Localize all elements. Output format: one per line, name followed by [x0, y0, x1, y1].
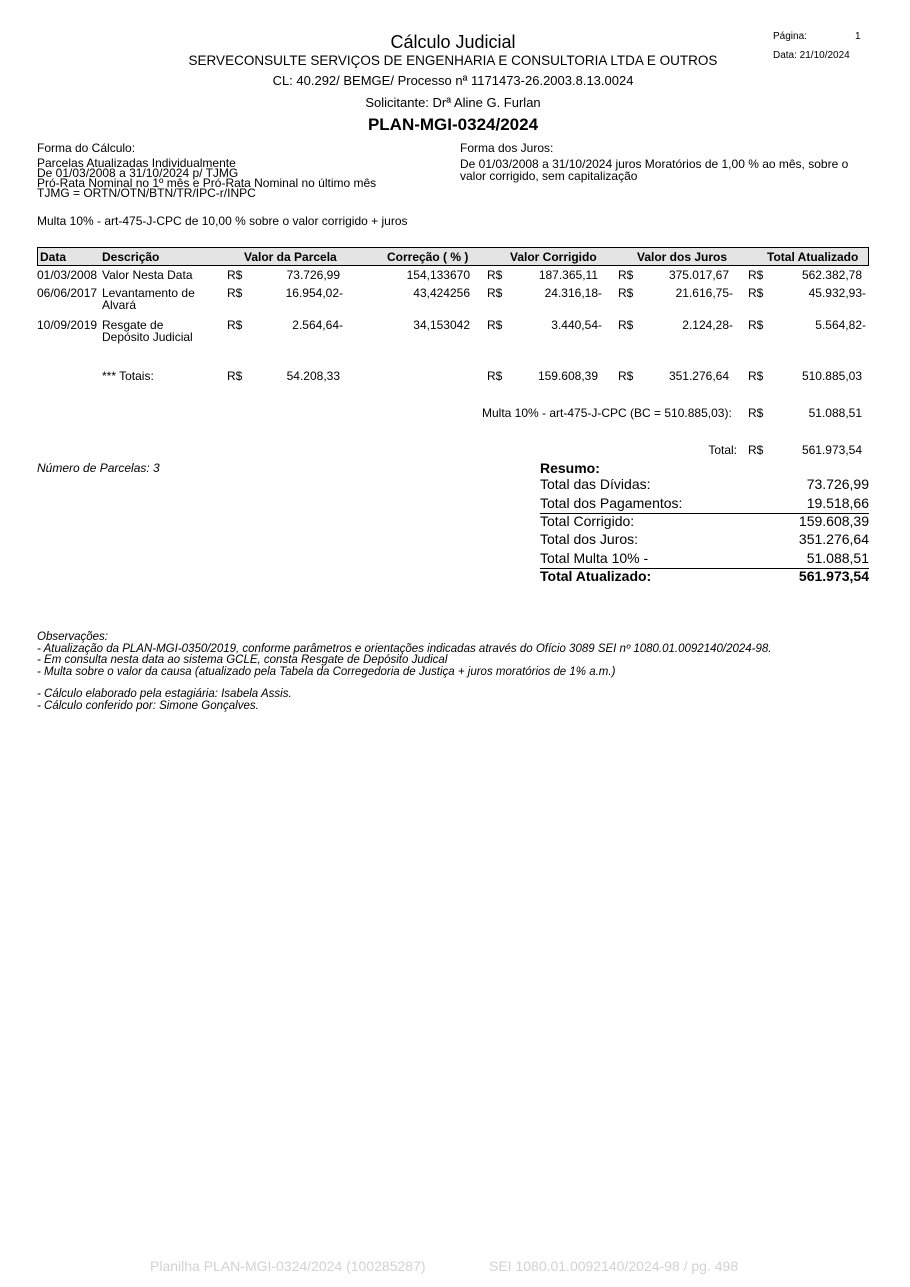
row-description-cont: Alvará	[102, 298, 137, 312]
totals-label: *** Totais:	[102, 369, 154, 383]
row-date: 10/09/2019	[37, 318, 98, 332]
company-name: SERVECONSULTE SERVIÇOS DE ENGENHARIA E CONSULTORIA LTDA E OUTROS	[188, 53, 718, 68]
currency-label: R$	[618, 369, 634, 383]
summary-row	[540, 550, 869, 569]
summary-row	[540, 531, 869, 549]
summary-value: 351.276,64	[798, 531, 869, 547]
footer-plan: Planilha PLAN-MGI-0324/2024 (100285287)	[150, 1258, 426, 1274]
col-header-correction: Correção ( % )	[387, 250, 469, 264]
currency-label: R$	[748, 318, 764, 332]
observations	[37, 632, 771, 712]
currency-label: R$	[618, 268, 634, 282]
summary-value: 51.088,51	[806, 550, 869, 566]
currency-label: R$	[487, 268, 503, 282]
row-interest: 21.616,75-	[675, 286, 733, 300]
document-title: Cálculo Judicial	[390, 32, 516, 52]
summary-label: Total Multa 10% -	[540, 550, 649, 566]
summary-label: Total dos Pagamentos:	[540, 495, 683, 511]
currency-label: R$	[748, 268, 764, 282]
row-description: Levantamento de	[102, 286, 195, 300]
table-header	[37, 247, 869, 266]
row-corrected: 3.440,54-	[551, 318, 602, 332]
col-header-total: Total Atualizado	[767, 250, 859, 264]
col-header-corrected: Valor Corrigido	[510, 250, 597, 264]
summary-value: 19.518,66	[806, 495, 869, 511]
row-installment: 16.954,02-	[285, 286, 343, 300]
interest-form-line: valor corrigido, sem capitalização	[460, 169, 638, 183]
summary-row	[540, 476, 869, 494]
calc-form-line: Parcelas Atualizadas Individualmente	[37, 156, 236, 170]
currency-label: R$	[487, 286, 503, 300]
currency-label: R$	[748, 286, 764, 300]
row-installment: 2.564,64-	[292, 318, 343, 332]
calc-form-fine: Multa 10% - art-475-J-CPC de 10,00 % sobre o valor corrigido + juros	[37, 214, 408, 228]
page-number: 1	[855, 31, 861, 42]
summary-value: 561.973,54	[798, 568, 869, 584]
credit-line: - Cálculo elaborado pela estagiária: Isabela Assis.	[37, 688, 292, 700]
plan-id: PLAN-MGI-0324/2024	[367, 115, 539, 134]
currency-label: R$	[227, 268, 243, 282]
calc-form-line: TJMG = ORTN/OTN/BTN/TR/IPC-r/INPC	[37, 186, 256, 200]
row-correction: 34,153042	[413, 318, 470, 332]
summary-label: Total das Dívidas:	[540, 476, 651, 492]
currency-label: R$	[487, 369, 503, 383]
calc-form-text	[37, 158, 376, 198]
summary-label: Total dos Juros:	[540, 531, 639, 547]
observation-line: - Atualização da PLAN-MGI-0350/2019, conforme parâmetros e orientações indicadas através do Ofício 3089 SEI nº 1080.01.0092140/2024-98.	[37, 642, 772, 655]
calc-form-line: De 01/03/2008 a 31/10/2024 p/ TJMG	[37, 166, 239, 180]
summary-row	[540, 513, 869, 531]
process-line: CL: 40.292/ BEMGE/ Processo nª 1171473-26.2003.8.13.0024	[272, 73, 634, 88]
observation-line: - Multa sobre o valor da causa (atualizado pela Tabela da Corregedoria de Justiça + juros moratórios de 1% a.m.)	[37, 665, 616, 678]
row-corrected: 187.365,11	[538, 268, 598, 282]
fine-value: 51.088,51	[808, 406, 862, 420]
calc-form-line: Pró-Rata Nominal no 1º mês e Pró-Rata Nominal no último mês	[37, 176, 377, 190]
calc-form-label: Forma do Cálculo:	[37, 141, 136, 155]
col-header-installment: Valor da Parcela	[244, 250, 337, 264]
currency-label: R$	[618, 318, 634, 332]
row-total: 562.382,78	[801, 268, 862, 282]
col-header-description: Descrição	[102, 250, 160, 264]
currency-label: R$	[487, 318, 503, 332]
row-correction: 154,133670	[406, 268, 470, 282]
row-corrected: 24.316,18-	[544, 286, 602, 300]
grand-total-label: Total:	[708, 443, 737, 457]
row-interest: 2.124,28-	[682, 318, 733, 332]
row-total: 5.564,82-	[815, 318, 866, 332]
document-date: Data: 21/10/2024	[773, 50, 850, 61]
observation-line: - Em consulta nesta data ao sistema GCLE, consta Resgate de Depósito Judical	[37, 654, 448, 666]
page-label: Página:	[773, 31, 807, 42]
credit-line: - Cálculo conferido por: Simone Gonçalves.	[37, 699, 259, 712]
requester-line: Solicitante: Drª Aline G. Furlan	[365, 95, 541, 110]
col-header-date: Data	[40, 250, 67, 264]
parcel-count: Número de Parcelas: 3	[37, 461, 160, 475]
summary-row	[540, 568, 869, 586]
currency-label: R$	[227, 369, 243, 383]
row-description: Resgate de	[102, 318, 164, 332]
totals-installment: 54.208,33	[286, 369, 340, 383]
grand-total-value: 561.973,54	[801, 443, 862, 457]
row-date: 01/03/2008	[37, 268, 98, 282]
fine-label: Multa 10% - art-475-J-CPC (BC = 510.885,03):	[482, 406, 732, 420]
currency-label: R$	[748, 369, 764, 383]
row-correction: 43,424256	[413, 286, 470, 300]
observations-label: Observações:	[37, 631, 108, 643]
summary-value: 73.726,99	[806, 476, 869, 492]
totals-total: 510.885,03	[801, 369, 862, 383]
row-interest: 375.017,67	[668, 268, 729, 282]
row-total: 45.932,93-	[808, 286, 866, 300]
currency-label: R$	[748, 443, 764, 457]
interest-form-text	[460, 158, 848, 182]
row-date: 06/06/2017	[37, 286, 98, 300]
col-header-interest: Valor dos Juros	[637, 250, 728, 264]
currency-label: R$	[618, 286, 634, 300]
currency-label: R$	[748, 406, 764, 420]
summary-label: Total Corrigido:	[540, 513, 635, 529]
summary-value: 159.608,39	[798, 513, 869, 529]
interest-form-line: De 01/03/2008 a 31/10/2024 juros Moratórios de 1,00 % ao mês, sobre o	[460, 157, 849, 171]
summary-row	[540, 495, 869, 514]
currency-label: R$	[227, 318, 243, 332]
totals-corrected: 159.608,39	[537, 369, 598, 383]
summary-label: Total Atualizado:	[540, 568, 652, 584]
row-description-cont: Depósito Judicial	[102, 330, 193, 344]
row-description: Valor Nesta Data	[102, 268, 193, 282]
currency-label: R$	[227, 286, 243, 300]
row-installment: 73.726,99	[286, 268, 340, 282]
interest-form-label: Forma dos Juros:	[460, 141, 554, 155]
summary-title: Resumo:	[540, 460, 600, 476]
totals-interest: 351.276,64	[668, 369, 729, 383]
footer-sei: SEI 1080.01.0092140/2024-98 / pg. 498	[489, 1258, 739, 1274]
